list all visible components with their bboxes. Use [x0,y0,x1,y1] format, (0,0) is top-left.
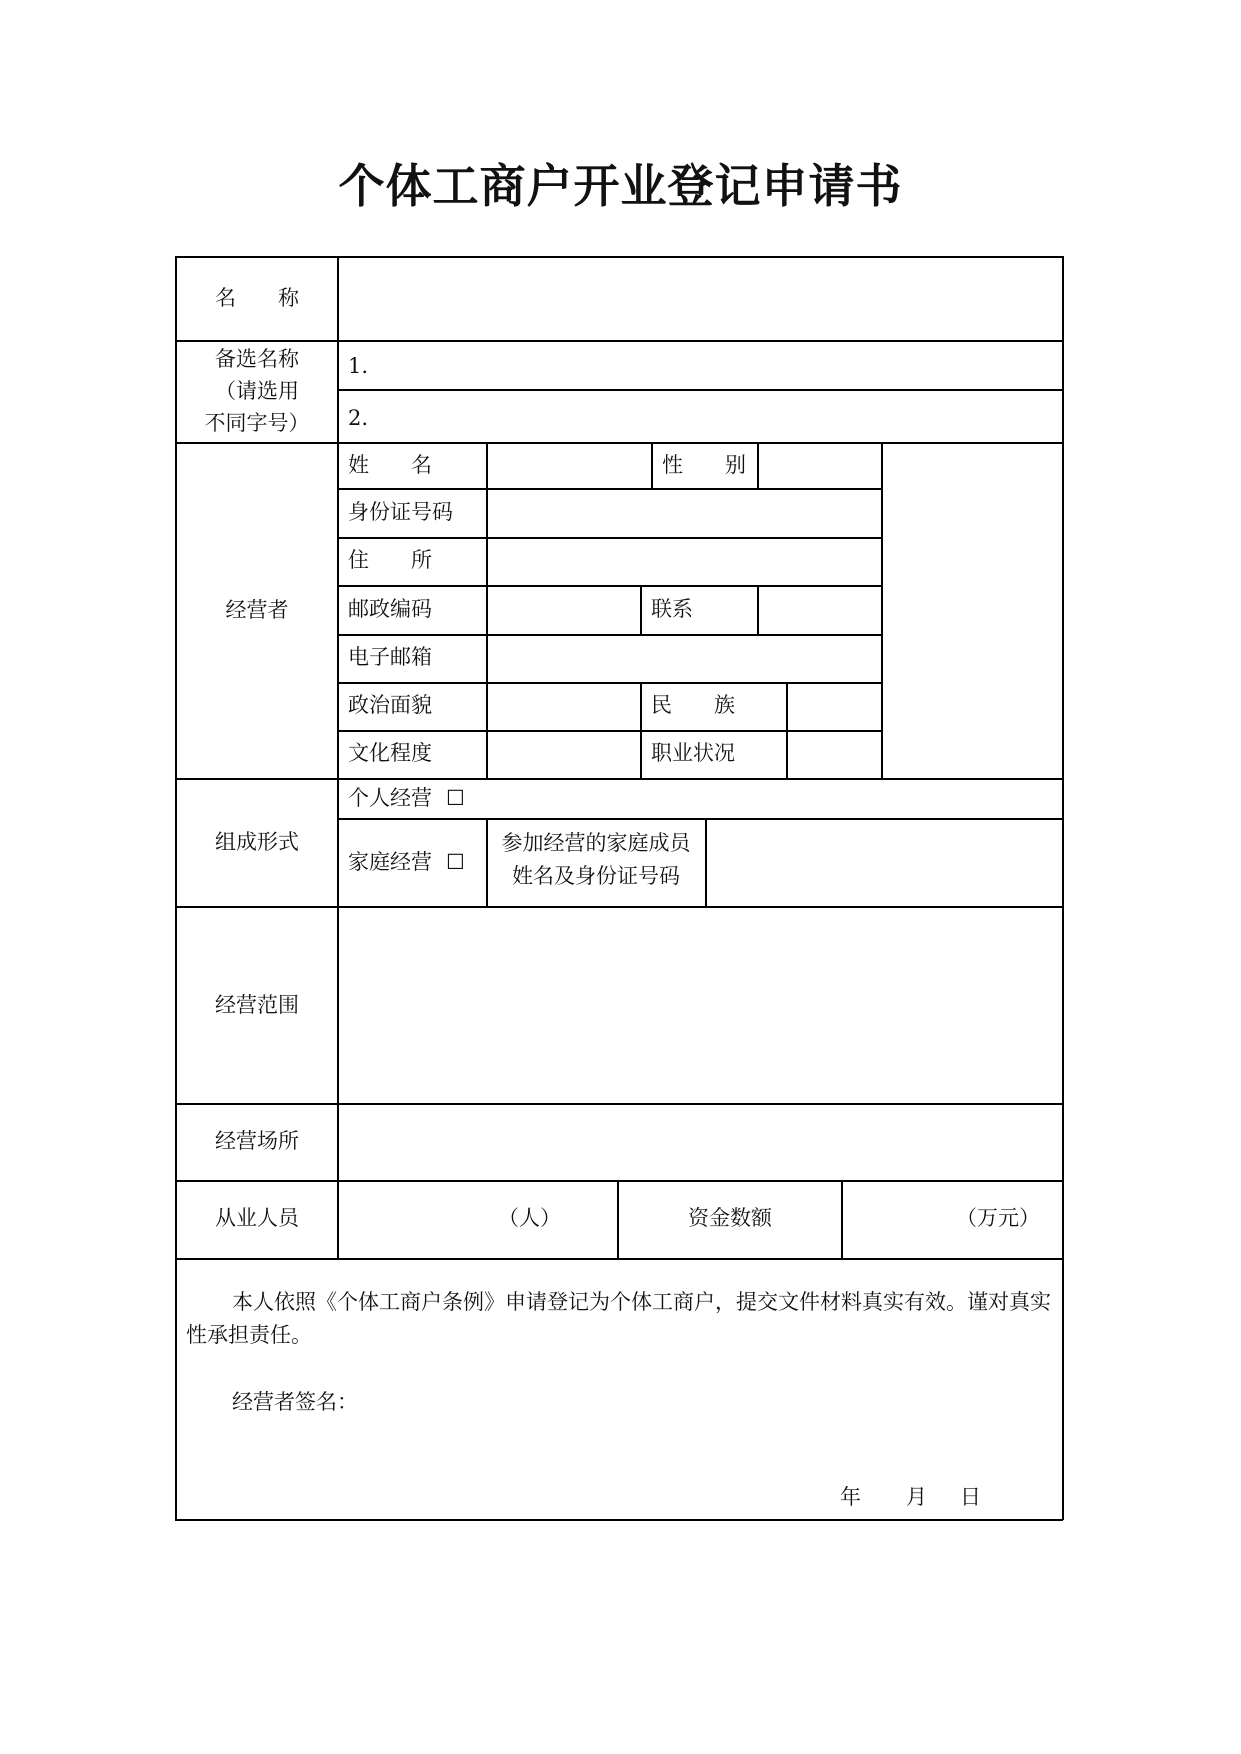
premises-field[interactable] [339,1105,1061,1179]
alt-name-option-1: 1. [348,354,369,378]
alt-name-label-line1: 备选名称 [215,347,299,371]
form-border-left [175,256,177,1520]
capital-unit: （万元） [956,1206,1040,1230]
alt-name-2-field[interactable] [360,391,1060,441]
operator-label: 经营者 [225,598,289,622]
education-label: 文化程度 [348,741,432,765]
staff-unit: （人） [498,1206,561,1230]
alt-name-option-2: 2. [348,406,369,430]
premises-label: 经营场所 [215,1129,299,1153]
political-status-label: 政治面貌 [348,693,432,717]
business-name-field[interactable] [339,258,1061,339]
id-number-label: 身份证号码 [348,500,453,524]
operator-name-label: 姓 名 [348,453,432,477]
occupation-label: 职业状况 [651,741,735,765]
family-members-field[interactable] [707,820,1061,905]
date-year-label: 年 [840,1485,861,1509]
ethnicity-field[interactable] [788,684,880,729]
gender-label: 性 别 [662,453,746,477]
education-field[interactable] [488,732,639,777]
form-border-right [1062,256,1064,1520]
postcode-field[interactable] [488,587,639,633]
family-operation-label: 家庭经营 [348,850,432,874]
signature-label: 经营者签名： [232,1390,358,1414]
political-status-field[interactable] [488,684,639,729]
alt-name-label-line2: （请选用 [215,379,299,403]
family-members-label-line2: 姓名及身份证号码 [512,864,680,888]
address-label: 住 所 [348,548,432,572]
family-members-label-line1: 参加经营的家庭成员 [501,831,691,855]
occupation-field[interactable] [788,732,880,777]
address-field[interactable] [488,539,880,584]
operator-name-field[interactable] [488,444,650,487]
capital-label: 资金数额 [688,1206,772,1230]
email-label: 电子邮箱 [348,645,432,669]
form-border-bottom [175,1519,1063,1521]
signature-field[interactable] [360,1385,860,1445]
email-field[interactable] [488,636,880,681]
family-operation-checkbox[interactable]: ☐ [446,850,465,874]
column-divider [640,585,642,635]
composition-label: 组成形式 [215,830,299,854]
row-divider [175,1258,1063,1260]
gender-field[interactable] [759,444,880,487]
declaration-text: 本人依照《个体工商户条例》申请登记为个体工商户，提交文件材料真实有效。谨对真实性承担责任。 [186,1290,1051,1347]
business-scope-label: 经营范围 [215,993,299,1017]
contact-label: 联系 [651,597,693,621]
staff-count-field[interactable] [339,1182,616,1258]
column-divider [486,818,488,907]
individual-operation-checkbox[interactable]: ☐ [446,786,465,810]
alt-name-label-line3: 不同字号） [204,411,310,435]
date-month-label: 月 [906,1485,927,1509]
business-scope-field[interactable] [339,908,1061,1102]
column-divider [640,682,642,779]
staff-label: 从业人员 [215,1206,299,1230]
id-number-field[interactable] [488,490,880,536]
postcode-label: 邮政编码 [348,597,432,621]
name-label: 名 称 [215,286,299,310]
page-title: 个体工商户开业登记申请书 [338,159,903,213]
contact-field[interactable] [759,587,880,633]
ethnicity-label: 民 族 [651,693,735,717]
alt-name-1-field[interactable] [360,342,1060,388]
individual-operation-label: 个人经营 [348,786,432,810]
row-divider [175,778,1063,780]
photo-area [883,444,1061,777]
date-day-label: 日 [960,1485,981,1509]
column-divider [651,442,653,489]
